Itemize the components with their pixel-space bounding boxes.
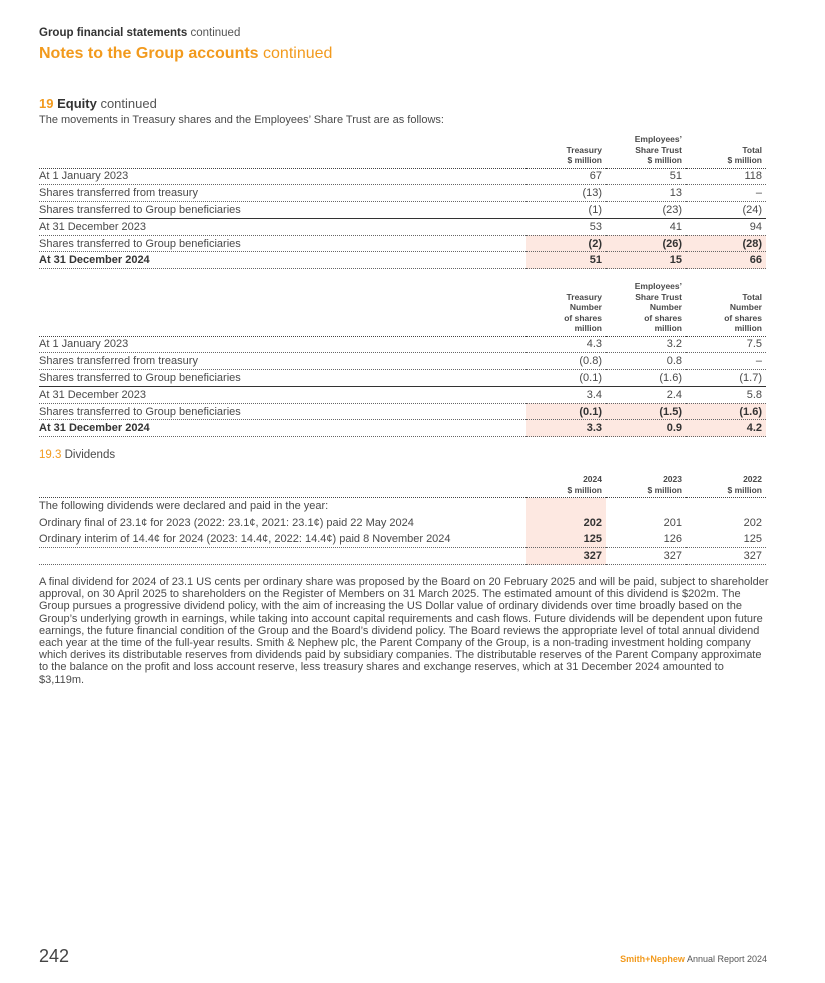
column-header xyxy=(686,281,766,336)
row-value: (0.1) xyxy=(526,403,606,420)
row-value: 327 xyxy=(686,548,766,565)
table-row xyxy=(39,252,766,269)
row-value: 125 xyxy=(526,531,606,548)
column-header-line: Total xyxy=(742,144,762,155)
row-value: 41 xyxy=(606,218,686,235)
column-header-line: $ million xyxy=(727,155,762,165)
row-value: 5.8 xyxy=(686,386,766,403)
column-header-line: million xyxy=(574,323,602,333)
header-blank xyxy=(39,474,526,498)
table-row xyxy=(39,531,766,548)
row-value: (1.7) xyxy=(686,370,766,387)
table-row xyxy=(39,235,766,252)
row-value: 4.3 xyxy=(526,336,606,353)
section-name: Group financial statements xyxy=(39,27,188,39)
table-row xyxy=(39,498,766,515)
row-value: 7.5 xyxy=(686,336,766,353)
footer-brand: Smith+Nephew xyxy=(620,954,685,964)
row-value: (0.1) xyxy=(526,370,606,387)
row-label: At 1 January 2023 xyxy=(39,336,526,353)
row-value: (28) xyxy=(686,235,766,252)
column-header-line: $ million xyxy=(727,484,762,495)
row-value: (1.6) xyxy=(606,370,686,387)
row-label xyxy=(39,548,526,565)
row-value: 13 xyxy=(606,185,686,202)
row-value: 125 xyxy=(686,531,766,548)
row-value: 53 xyxy=(526,218,606,235)
column-header-line: Number xyxy=(569,302,602,312)
column-header-line: Number xyxy=(729,302,762,312)
column-header xyxy=(606,134,686,168)
row-value: 2.4 xyxy=(606,386,686,403)
column-header xyxy=(526,134,606,168)
table-row xyxy=(39,185,766,202)
row-value xyxy=(526,498,606,515)
footer xyxy=(620,954,767,964)
row-label: Shares transferred from treasury xyxy=(39,353,526,370)
row-value: (2) xyxy=(526,235,606,252)
column-header-line: Treasury xyxy=(566,144,602,155)
column-header xyxy=(606,281,686,336)
page-number: 242 xyxy=(39,946,70,966)
column-header xyxy=(686,134,766,168)
column-header-line: million xyxy=(654,323,682,333)
column-header-line: of shares xyxy=(564,312,602,323)
column-header-line: 2024 xyxy=(583,474,602,484)
column-header-line: of shares xyxy=(644,312,682,323)
row-value: 51 xyxy=(606,168,686,185)
row-value: – xyxy=(686,353,766,370)
row-value: 327 xyxy=(526,548,606,565)
column-header-line: $ million xyxy=(567,155,602,165)
row-value: 15 xyxy=(606,252,686,269)
row-value: (0.8) xyxy=(526,353,606,370)
column-header-line: Treasury xyxy=(566,291,602,302)
row-label: At 31 December 2023 xyxy=(39,386,526,403)
row-value: 0.8 xyxy=(606,353,686,370)
dividend-paragraph: A final dividend for 2024 of 23.1 US cents per ordinary share was proposed by the Board on 20 February 2025 and will be paid, subject to shareholder approval, on 30 April 2025 to shareholders on the Register of Members on 31 March 2025. The estimated amount of this dividend is $202m. The Group pursues a progressive dividend policy, with the aim of increasing the US Dollar value of ordinary dividends over time broadly based on the Group’s underlying growth in earnings, while taking into account capital requirements and cash flows. Future dividends will be dependent upon future earnings, the future financial condition of the Group and the Board’s dividend policy. The Board reviews the appropriate level of total annual dividend each year at the time of the full-year results. Smith & Nephew plc, the Parent Company of the Group, is a non-trading investment holding company which derives its distributable reserves from dividends paid by subsidiary companies. The distributable reserves of the Parent Company approximate to the balance on the profit and loss account reserve, less treasury shares and exchange reserves, which at 31 December 2024 amounted to $3,119m. xyxy=(39,576,769,686)
equity-suffix: continued xyxy=(100,96,157,111)
dividends-heading xyxy=(39,449,115,461)
row-label: The following dividends were declared and paid in the year: xyxy=(39,500,329,513)
equity-heading xyxy=(39,96,157,111)
row-value: (24) xyxy=(686,202,766,219)
row-label: At 31 December 2024 xyxy=(39,420,526,437)
header-blank xyxy=(39,134,526,168)
table-row xyxy=(39,548,766,565)
row-value: 327 xyxy=(606,548,686,565)
column-header-line: Employees’ xyxy=(634,281,682,291)
row-value: (26) xyxy=(606,235,686,252)
column-header-line: million xyxy=(734,323,762,333)
footer-report: Annual Report 2024 xyxy=(686,954,767,964)
table-row xyxy=(39,420,766,437)
page-title-text: Notes to the Group accounts xyxy=(39,45,259,62)
column-header-line: $ million xyxy=(567,484,602,495)
column-header-line: 2023 xyxy=(663,474,682,484)
equity-intro: The movements in Treasury shares and the Employees’ Share Trust are as follows: xyxy=(39,114,444,126)
header-blank xyxy=(39,281,526,336)
column-header-line: Employees’ xyxy=(634,134,682,144)
column-header-line: Total xyxy=(742,291,762,302)
row-value: 4.2 xyxy=(686,420,766,437)
table-row xyxy=(39,202,766,219)
table-row xyxy=(39,403,766,420)
row-value: 3.3 xyxy=(526,420,606,437)
table-header-row xyxy=(39,134,766,168)
column-header-line: Share Trust xyxy=(635,144,682,155)
row-value: 202 xyxy=(526,514,606,531)
row-value: 66 xyxy=(686,252,766,269)
column-header-line: $ million xyxy=(647,484,682,495)
treasury-shares-table xyxy=(39,281,766,437)
table-row xyxy=(39,386,766,403)
column-header-line: Share Trust xyxy=(635,291,682,302)
row-label: At 1 January 2023 xyxy=(39,168,526,185)
equity-number: 19 xyxy=(39,96,54,111)
row-value: (1.5) xyxy=(606,403,686,420)
table-row xyxy=(39,353,766,370)
row-value: 0.9 xyxy=(606,420,686,437)
dividends-table xyxy=(39,474,766,565)
table-row xyxy=(39,336,766,353)
dividends-number: 19.3 xyxy=(39,449,62,461)
dividends-title: Dividends xyxy=(64,449,116,461)
row-value: (23) xyxy=(606,202,686,219)
row-value xyxy=(686,498,766,515)
column-header xyxy=(526,281,606,336)
row-value xyxy=(606,498,686,515)
row-label: Ordinary final of 23.1¢ for 2023 (2022: 23.1¢, 2021: 23.1¢) paid 22 May 2024 xyxy=(39,516,414,529)
row-value: (1) xyxy=(526,202,606,219)
page-title xyxy=(39,45,332,63)
column-header xyxy=(686,474,766,498)
table-row xyxy=(39,370,766,387)
column-header-line: $ million xyxy=(647,155,682,165)
page-title-suffix: continued xyxy=(263,45,333,62)
row-label: Shares transferred to Group beneficiaries xyxy=(39,370,526,387)
table-header-row xyxy=(39,281,766,336)
row-value: 3.2 xyxy=(606,336,686,353)
treasury-dollar-table xyxy=(39,134,766,269)
table-header-row xyxy=(39,474,766,498)
row-value: 201 xyxy=(663,516,682,529)
row-value: 118 xyxy=(686,168,766,185)
row-value: – xyxy=(686,185,766,202)
column-header xyxy=(606,474,686,498)
row-label: Shares transferred to Group beneficiaries xyxy=(39,235,526,252)
row-value: 3.4 xyxy=(526,386,606,403)
row-label: At 31 December 2024 xyxy=(39,252,526,269)
table-row xyxy=(39,514,766,531)
row-label: Ordinary interim of 14.4¢ for 2024 (2023: 14.4¢, 2022: 14.4¢) paid 8 November 2024 xyxy=(39,531,526,548)
table-row xyxy=(39,218,766,235)
row-label: Shares transferred from treasury xyxy=(39,185,526,202)
row-label: At 31 December 2023 xyxy=(39,218,526,235)
row-value: 126 xyxy=(606,531,686,548)
column-header-line: of shares xyxy=(724,312,762,323)
equity-title: Equity xyxy=(57,96,97,111)
column-header-line: Number xyxy=(649,302,682,312)
table-row xyxy=(39,168,766,185)
row-value: (1.6) xyxy=(686,403,766,420)
row-value: 51 xyxy=(526,252,606,269)
column-header-line: 2022 xyxy=(743,474,762,484)
row-value: (13) xyxy=(526,185,606,202)
row-value: 94 xyxy=(686,218,766,235)
row-value: 67 xyxy=(526,168,606,185)
row-label: Shares transferred to Group beneficiaries xyxy=(39,202,526,219)
row-value: 202 xyxy=(743,516,762,529)
row-label: Shares transferred to Group beneficiaries xyxy=(39,403,526,420)
column-header xyxy=(526,474,606,498)
section-suffix: continued xyxy=(190,27,241,39)
section-header xyxy=(39,27,240,39)
